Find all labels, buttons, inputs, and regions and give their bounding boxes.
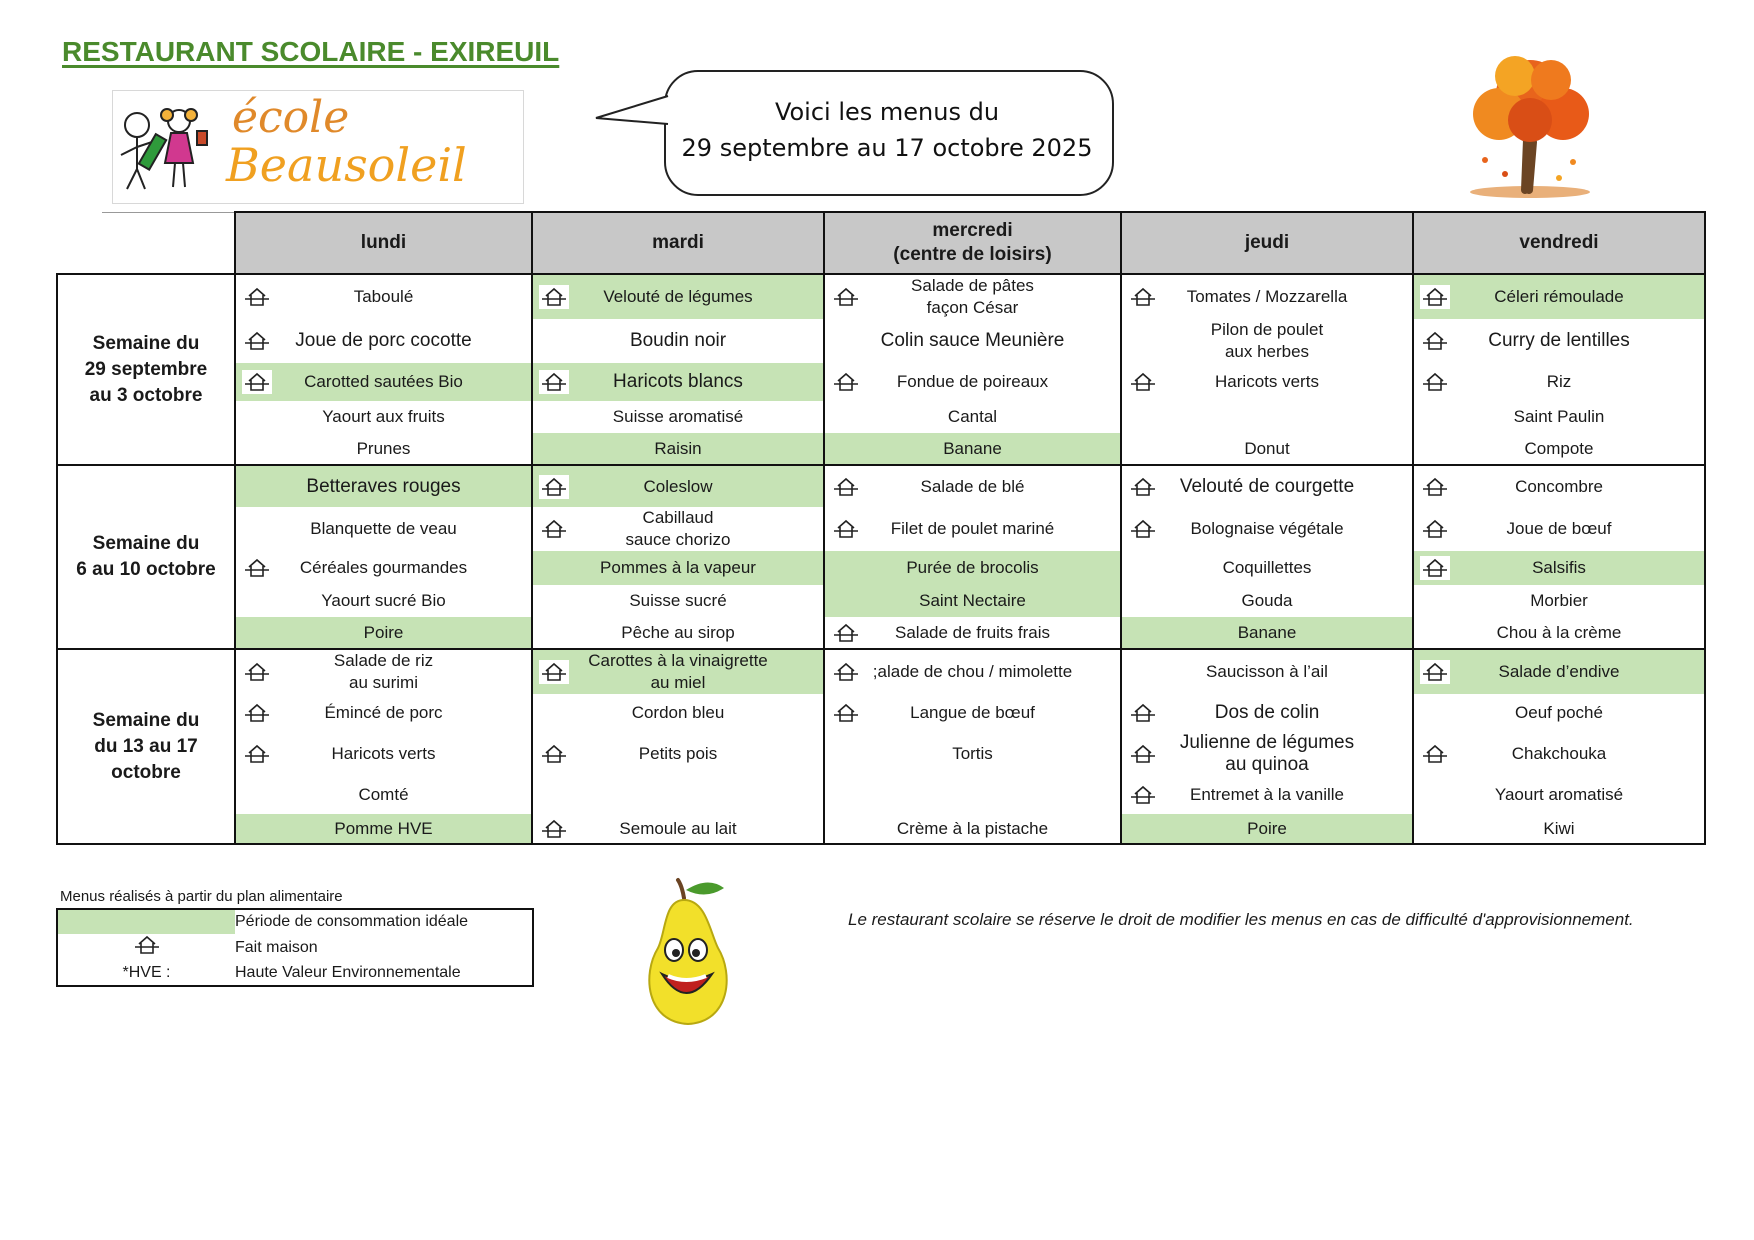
menu-row xyxy=(57,274,1705,319)
menu-item-text: Joue de porc cocotte xyxy=(295,330,472,351)
house-icon xyxy=(1128,701,1158,725)
menu-cell xyxy=(532,814,824,844)
menu-item-text: Semoule au lait xyxy=(619,818,737,838)
menu-cell xyxy=(1121,433,1413,465)
house-icon xyxy=(1420,742,1450,766)
house-icon xyxy=(539,817,569,841)
menu-item-text: Riz xyxy=(1546,372,1572,391)
menu-item-text: Poire xyxy=(363,622,404,642)
menu-item-text: Pilon de poulet aux herbes xyxy=(1210,320,1324,361)
menu-row xyxy=(57,732,1705,776)
menu-cell xyxy=(1413,694,1705,732)
menu-item-text: Coleslow xyxy=(643,476,713,496)
house-icon xyxy=(1420,285,1450,309)
menu-item-text: Céleri rémoulade xyxy=(1494,287,1624,306)
menu-item-text: Julienne de légumes au quinoa xyxy=(1179,732,1355,775)
menu-item-text: Salade de fruits frais xyxy=(895,622,1050,642)
menu-item-text: Pêche au sirop xyxy=(621,622,735,642)
house-icon xyxy=(1128,370,1158,394)
menu-row xyxy=(57,617,1705,649)
menu-cell xyxy=(235,585,532,617)
house-icon xyxy=(242,329,272,353)
house-icon xyxy=(1420,370,1450,394)
menu-cell xyxy=(824,814,1121,844)
menu-cell xyxy=(532,274,824,319)
logo-word-ecole: école xyxy=(232,92,350,143)
menu-cell xyxy=(1413,776,1705,814)
menu-item-text: Saint Nectaire xyxy=(919,591,1026,610)
house-icon xyxy=(831,475,861,499)
house-icon xyxy=(1420,517,1450,541)
menu-cell xyxy=(1121,732,1413,776)
legend-hve-label: Haute Valeur Environnementale xyxy=(235,964,461,981)
menu-item-text: Suisse aromatisé xyxy=(612,407,744,426)
legend-fait-maison-label: Fait maison xyxy=(235,938,318,956)
menu-row xyxy=(57,507,1705,551)
menu-item-text: Gouda xyxy=(1241,591,1293,610)
menu-cell xyxy=(824,465,1121,507)
menu-row xyxy=(57,649,1705,694)
menu-item-text: Bolognaise végétale xyxy=(1190,519,1344,538)
menu-item-text: Filet de poulet mariné xyxy=(890,519,1055,538)
menu-item-text: Betteraves rouges xyxy=(306,475,461,497)
menu-item-text: Concombre xyxy=(1515,476,1603,496)
menu-item-text: Velouté de courgette xyxy=(1179,475,1355,497)
menu-cell xyxy=(532,649,824,694)
menu-cell xyxy=(1413,274,1705,319)
house-icon xyxy=(831,370,861,394)
day-header-row xyxy=(57,212,1705,274)
menu-cell xyxy=(532,617,824,649)
house-icon xyxy=(831,660,861,684)
house-icon xyxy=(539,475,569,499)
menu-cell xyxy=(1413,319,1705,363)
menu-item-text: Coquillettes xyxy=(1222,558,1312,577)
menu-item-text: Kiwi xyxy=(1543,818,1575,838)
house-icon xyxy=(1420,556,1450,580)
menu-cell xyxy=(1121,551,1413,585)
menu-item-text: Suisse sucré xyxy=(629,591,727,610)
house-icon xyxy=(1128,285,1158,309)
autumn-tree-icon xyxy=(1455,50,1605,200)
house-icon xyxy=(1128,742,1158,766)
house-icon xyxy=(1128,783,1158,807)
legend-green-swatch xyxy=(57,909,235,934)
menu-item-text: Tomates / Mozzarella xyxy=(1186,287,1348,306)
house-icon xyxy=(539,660,569,684)
menu-item-text: Tortis xyxy=(952,744,993,763)
menu-item-text: Blanquette de veau xyxy=(310,519,457,538)
logo-word-beausoleil: Beausoleil xyxy=(226,138,467,192)
menu-cell xyxy=(1121,465,1413,507)
menu-item-text: Compote xyxy=(1524,438,1594,458)
menu-row xyxy=(57,694,1705,732)
menu-cell xyxy=(1413,732,1705,776)
menu-cell xyxy=(824,363,1121,401)
menu-row xyxy=(57,433,1705,465)
menu-item-text: Émincé de porc xyxy=(324,703,443,722)
menu-cell xyxy=(1121,363,1413,401)
menu-cell xyxy=(532,363,824,401)
disclaimer-text: Le restaurant scolaire se réserve le droit de modifier les menus en cas de difficulté d'approvisionnement. xyxy=(848,910,1634,929)
house-icon xyxy=(242,285,272,309)
menu-cell xyxy=(235,433,532,465)
menu-cell xyxy=(235,649,532,694)
menu-cell xyxy=(1121,507,1413,551)
house-icon xyxy=(1128,475,1158,499)
menu-row xyxy=(57,551,1705,585)
menu-body xyxy=(57,274,1705,844)
menu-cell xyxy=(532,465,824,507)
menu-cell xyxy=(1413,433,1705,465)
menu-row xyxy=(57,401,1705,433)
menu-item-text: Cantal xyxy=(947,407,998,426)
menu-cell xyxy=(824,617,1121,649)
menu-cell xyxy=(1413,585,1705,617)
menu-cell xyxy=(1121,617,1413,649)
menu-item-text: Colin sauce Meunière xyxy=(880,330,1065,351)
menu-cell xyxy=(235,319,532,363)
menu-item-text: Entremet à la vanille xyxy=(1189,785,1345,804)
menu-item-text: Carottes à la vinaigrette au miel xyxy=(588,651,768,692)
week-label: Semaine du 6 au 10 octobre xyxy=(57,465,235,649)
menu-item-text: Langue de bœuf xyxy=(910,703,1035,722)
legend-hve-key: *HVE : xyxy=(122,964,171,981)
legend-period-label: Période de consommation idéale xyxy=(235,913,469,930)
legend-caption: Menus réalisés à partir du plan alimentaire xyxy=(60,888,343,905)
menu-cell xyxy=(1413,649,1705,694)
menu-row xyxy=(57,585,1705,617)
menu-cell xyxy=(235,732,532,776)
menu-row xyxy=(57,465,1705,507)
menu-row xyxy=(57,776,1705,814)
house-icon xyxy=(539,370,569,394)
menu-cell xyxy=(1413,507,1705,551)
house-icon xyxy=(242,701,272,725)
menu-item-text: Haricots blancs xyxy=(613,371,743,392)
menu-row xyxy=(57,319,1705,363)
menu-cell xyxy=(235,274,532,319)
menu-cell xyxy=(532,507,824,551)
day-header: jeudi xyxy=(1121,212,1413,274)
menu-item-text: Prunes xyxy=(356,438,411,458)
legend-table xyxy=(56,908,534,987)
menu-cell xyxy=(532,585,824,617)
menu-item-text: Salsifis xyxy=(1532,558,1586,577)
menu-cell xyxy=(235,363,532,401)
house-icon xyxy=(539,285,569,309)
menu-item-text: ;alade de chou / mimolette xyxy=(872,662,1073,681)
menu-cell xyxy=(824,507,1121,551)
week-label: Semaine du 29 septembre au 3 octobre xyxy=(57,274,235,465)
menu-cell xyxy=(1121,814,1413,844)
menu-cell xyxy=(235,776,532,814)
menu-item-text: Chakchouka xyxy=(1511,744,1607,763)
menu-item-text: Boudin noir xyxy=(629,330,727,351)
menu-item-text: Haricots verts xyxy=(331,744,436,763)
menu-item-text: Salade d’endive xyxy=(1498,662,1620,681)
menu-cell xyxy=(1413,401,1705,433)
legend-house-key xyxy=(57,934,235,961)
menu-cell xyxy=(235,507,532,551)
menu-item-text: Yaourt sucré Bio xyxy=(321,591,446,610)
menu-item-text: Haricots verts xyxy=(1215,372,1319,391)
menu-item-text: Dos de colin xyxy=(1214,702,1320,723)
house-icon xyxy=(1128,517,1158,541)
house-icon xyxy=(831,285,861,309)
menu-item-text: Poire xyxy=(1247,818,1287,838)
menu-cell xyxy=(824,732,1121,776)
bubble-text xyxy=(664,94,1110,166)
menu-cell xyxy=(1121,274,1413,319)
house-icon xyxy=(831,621,861,645)
menu-cell xyxy=(1121,649,1413,694)
menu-item-text: Pommes à la vapeur xyxy=(600,558,756,577)
menu-item-text: Morbier xyxy=(1530,591,1588,610)
menu-cell xyxy=(1121,776,1413,814)
bubble-line-2: 29 septembre au 17 octobre 2025 xyxy=(681,134,1093,162)
corner-cell xyxy=(57,212,235,274)
menu-item-text: Curry de lentilles xyxy=(1488,330,1630,351)
menu-cell xyxy=(532,319,824,363)
house-icon xyxy=(831,701,861,725)
menu-cell xyxy=(824,649,1121,694)
menu-cell xyxy=(235,401,532,433)
menu-item-text: Saucisson à l’ail xyxy=(1206,662,1328,681)
bubble-line-1: Voici les menus du xyxy=(774,98,1000,126)
menu-item-text: Carotted sautées Bio xyxy=(304,372,463,391)
menu-cell xyxy=(235,551,532,585)
menu-cell xyxy=(1413,551,1705,585)
legend-row-hve xyxy=(57,961,533,986)
menu-item-text: Saint Paulin xyxy=(1513,407,1605,426)
week-label: Semaine du du 13 au 17 octobre xyxy=(57,649,235,844)
menu-cell xyxy=(235,694,532,732)
menu-cell xyxy=(532,433,824,465)
menu-cell xyxy=(824,776,1121,814)
menu-item-text: Cordon bleu xyxy=(631,703,725,722)
house-icon xyxy=(1420,660,1450,684)
pear-mascot-icon xyxy=(628,876,748,1036)
menu-item-text: Yaourt aux fruits xyxy=(322,407,445,426)
menu-item-text: Taboulé xyxy=(353,287,414,306)
house-icon xyxy=(242,742,272,766)
menu-row xyxy=(57,814,1705,844)
house-icon xyxy=(132,934,162,956)
menu-item-text: Banane xyxy=(943,438,1002,458)
menu-cell xyxy=(824,551,1121,585)
menu-cell xyxy=(235,814,532,844)
menu-cell xyxy=(1121,401,1413,433)
menu-cell xyxy=(1121,694,1413,732)
menu-cell xyxy=(824,694,1121,732)
menu-item-text: Comté xyxy=(358,785,409,804)
menu-item-text: Velouté de légumes xyxy=(603,287,753,306)
menu-item-text: Purée de brocolis xyxy=(906,558,1039,577)
menu-item-text: Cabillaud sauce chorizo xyxy=(625,508,731,549)
menu-item-text: Yaourt aromatisé xyxy=(1494,785,1624,804)
menu-cell xyxy=(824,585,1121,617)
menu-row xyxy=(57,363,1705,401)
kids-drawing-icon xyxy=(121,109,207,189)
menu-item-text: Crème à la pistache xyxy=(896,818,1049,838)
menu-cell xyxy=(532,401,824,433)
house-icon xyxy=(242,556,272,580)
day-header: mercredi (centre de loisirs) xyxy=(824,212,1121,274)
logo-text xyxy=(210,88,520,198)
menu-table xyxy=(56,211,1706,845)
menu-cell xyxy=(1413,363,1705,401)
menu-cell xyxy=(1121,585,1413,617)
legend-row-period xyxy=(57,909,533,934)
house-icon xyxy=(1420,329,1450,353)
menu-cell xyxy=(532,732,824,776)
house-icon xyxy=(539,742,569,766)
menu-cell xyxy=(824,401,1121,433)
menu-item-text: Chou à la crème xyxy=(1496,622,1622,642)
menu-item-text: Fondue de poireaux xyxy=(896,372,1049,391)
house-icon xyxy=(242,660,272,684)
house-icon xyxy=(1420,475,1450,499)
menu-cell xyxy=(824,274,1121,319)
house-icon xyxy=(242,370,272,394)
menu-item-text: Joue de bœuf xyxy=(1506,519,1612,538)
menu-item-text: Raisin xyxy=(654,438,702,458)
house-icon xyxy=(831,517,861,541)
menu-item-text: Banane xyxy=(1237,622,1297,642)
menu-cell xyxy=(824,433,1121,465)
menu-cell xyxy=(1121,319,1413,363)
menu-cell xyxy=(1413,465,1705,507)
menu-item-text: Céréales gourmandes xyxy=(299,558,468,577)
menu-cell xyxy=(235,617,532,649)
menu-item-text: Salade de pâtes façon César xyxy=(911,276,1034,317)
menu-item-text: Petits pois xyxy=(638,744,718,763)
menu-cell xyxy=(532,776,824,814)
menu-item-text: Salade de blé xyxy=(920,476,1025,496)
menu-cell xyxy=(824,319,1121,363)
menu-item-text: Pomme HVE xyxy=(334,818,433,838)
legend-row-fait-maison xyxy=(57,934,533,961)
menu-cell xyxy=(235,465,532,507)
house-icon xyxy=(539,517,569,541)
menu-cell xyxy=(532,694,824,732)
menu-cell xyxy=(1413,814,1705,844)
menu-item-text: Salade de riz au surimi xyxy=(333,651,434,692)
page-title: RESTAURANT SCOLAIRE - EXIREUIL xyxy=(62,36,560,67)
day-header: lundi xyxy=(235,212,532,274)
day-header: mardi xyxy=(532,212,824,274)
menu-item-text: Donut xyxy=(1244,438,1290,458)
day-header: vendredi xyxy=(1413,212,1705,274)
menu-item-text: Oeuf poché xyxy=(1515,703,1603,722)
menu-cell xyxy=(1413,617,1705,649)
speech-bubble-tail xyxy=(594,94,670,134)
menu-cell xyxy=(532,551,824,585)
